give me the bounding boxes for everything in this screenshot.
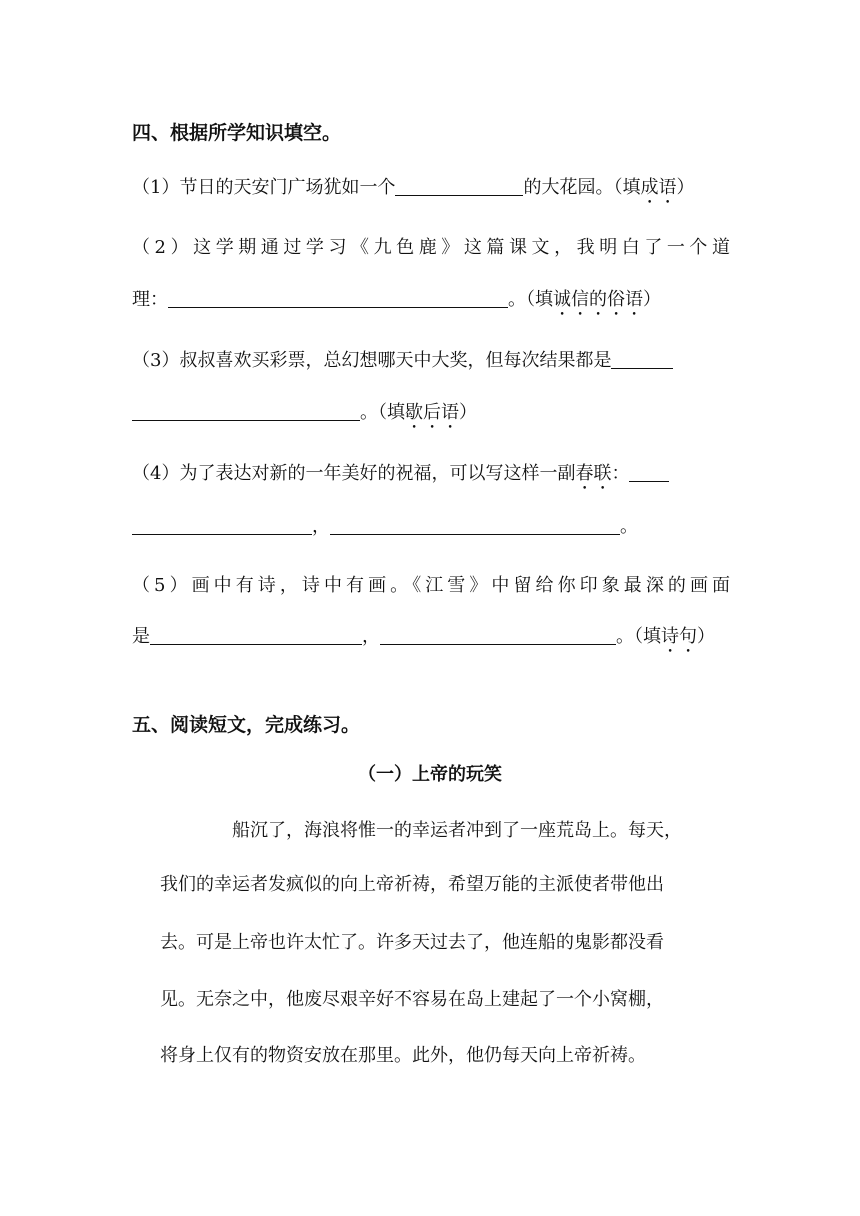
q3-hint-emphasis: 歇后语 (405, 402, 459, 423)
section-4-heading: 四、根据所学知识填空。 (132, 122, 342, 144)
q3-blank-part-2[interactable] (132, 402, 360, 421)
q4-blank-part-3[interactable] (330, 516, 620, 535)
question-3-line-2 (132, 400, 477, 433)
q3-text-c: ） (459, 402, 477, 423)
question-5-line-2 (132, 624, 715, 657)
q5-blank-2[interactable] (380, 626, 616, 645)
q2-text-b: 。（填 (508, 289, 553, 310)
section-5-heading: 五、阅读短文，完成练习。 (132, 714, 361, 736)
q2-blank[interactable] (168, 289, 508, 308)
q4-hint-emphasis: 春联 (575, 463, 612, 484)
q1-blank[interactable] (395, 177, 523, 196)
q1-text-c: ） (676, 177, 695, 198)
question-5-line-1: （5）画中有诗，诗中有画。《江雪》中留给你印象最深的画面 (132, 575, 730, 596)
q5-blank-1[interactable] (150, 626, 362, 645)
q3-text-b: 。（填 (360, 402, 405, 423)
q4-comma: ， (312, 516, 330, 537)
question-2-line-2 (132, 287, 661, 320)
q5-hint-emphasis: 诗句 (661, 626, 697, 647)
q5-text-c: ） (697, 626, 715, 647)
story-line-5: 将身上仅有的物资安放在那里。此外，他仍每天向上帝祈祷。 (160, 1045, 646, 1066)
q5-comma: ， (362, 626, 380, 647)
question-2-line-1: （2）这学期通过学习《九色鹿》这篇课文，我明白了一个道 (132, 237, 730, 258)
q4-blank-part-1[interactable] (629, 463, 669, 482)
q5-text-a: 是 (132, 626, 150, 647)
q4-blank-part-2[interactable] (132, 516, 312, 535)
question-1 (132, 175, 694, 208)
q2-text-a: 理： (132, 289, 168, 310)
q2-hint-emphasis: 诚信的俗语 (553, 289, 643, 310)
q4-period: 。 (620, 516, 638, 537)
q4-text-a: （4）为了表达对新的一年美好的祝福，可以写这样一副 (132, 463, 576, 484)
q2-text-c: ） (643, 289, 661, 310)
q5-text-b: 。（填 (616, 626, 661, 647)
story-line-2: 我们的幸运者发疯似的向上帝祈祷，希望万能的主派使者带他出 (160, 874, 664, 895)
q3-text-a: （3）叔叔喜欢买彩票，总幻想哪天中大奖，但每次结果都是 (132, 350, 612, 371)
question-4-line-2 (132, 514, 638, 540)
story-line-3: 去。可是上帝也许太忙了。许多天过去了，他连船的鬼影都没看 (160, 932, 664, 953)
q1-text-a: （1）节日的天安门广场犹如一个 (132, 177, 396, 198)
q1-text-b: 的大花园。（填 (523, 177, 641, 198)
story-line-4: 见。无奈之中，他废尽艰辛好不容易在岛上建起了一个小窝棚， (160, 989, 664, 1010)
story-title: （一）上帝的玩笑 (358, 764, 502, 785)
q1-hint-emphasis: 成语 (640, 177, 677, 198)
question-3-line-1 (132, 348, 673, 374)
story-line-1: 船沉了，海浪将惟一的幸运者冲到了一座荒岛上。每天， (232, 820, 682, 841)
q4-text-b: ： (611, 463, 630, 484)
question-4-line-1 (132, 461, 669, 494)
q3-blank-part-1[interactable] (611, 350, 673, 369)
